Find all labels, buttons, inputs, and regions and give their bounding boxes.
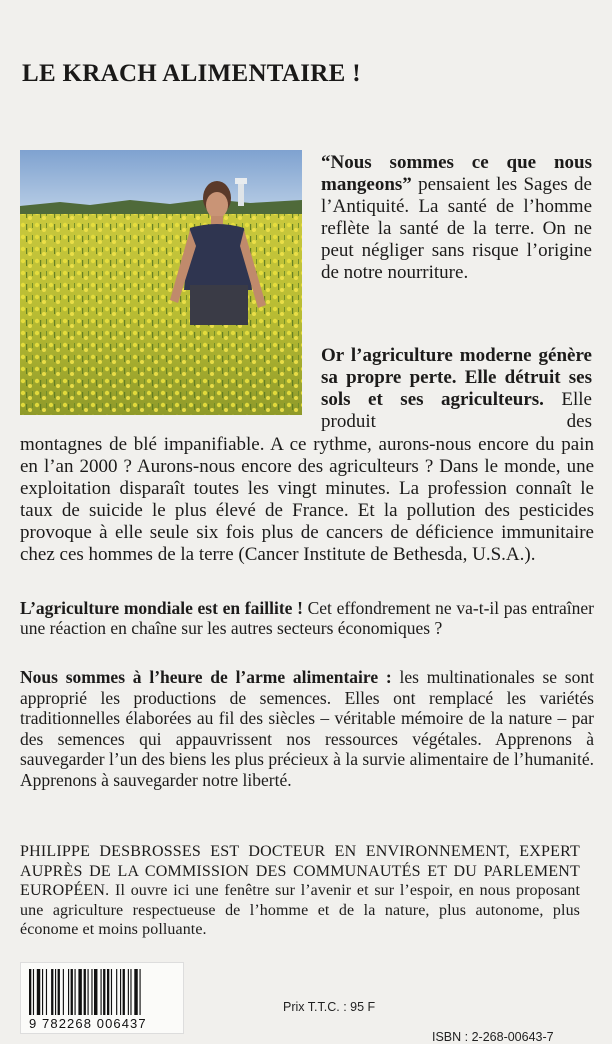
agriculture-paragraph-bottom: montagnes de blé impanifiable. A ce rythme, aurons-nous encore du pain en l’an 2000 ? Aurons-nous encore des agriculteurs ? Dans le monde, une exploitation disparaît toutes les vingt minutes. La profession connaît le taux de suicide le plus élevé de France. Et la pollution des pesticides provoque à elle seule six fois plus de cancers de déficience immunitaire chez ces hommes de la terre (Cancer Institute de Bethesda, U.S.A.). — [20, 434, 594, 565]
barcode-number: 9 782268 006437 — [29, 1016, 147, 1031]
agriculture-text-top: Elle produit des — [321, 389, 592, 432]
price-label: Prix T.T.C. : 95 F — [283, 1000, 376, 1014]
author-photo — [20, 150, 302, 415]
agriculture-paragraph-top — [321, 345, 592, 433]
food-weapon-text: les multinationales se sont approprié les productions de semences. Elles ont remplacé les variétés traditionnelles élaborées au fil des siècles – véritable mémoire de la nature – par des semences qui appauvrissent nos ressources végétales. Apprenons à sauvegarder l’un des biens les plus précieux à la survie alimentaire de l’humanité. Apprenons à sauvegarder notre liberté. — [20, 667, 594, 790]
intro-quote: “Nous sommes ce que nous mangeons” — [321, 152, 592, 195]
barcode — [20, 962, 184, 1034]
bankruptcy-paragraph — [20, 598, 594, 638]
food-weapon-bold-statement: Nous sommes à l’heure de l’arme alimentaire : — [20, 667, 392, 687]
intro-paragraph — [321, 152, 592, 284]
isbn-label: ISBN : 2-268-00643-7 — [432, 1030, 554, 1044]
barcode-bars — [29, 969, 179, 1015]
bankruptcy-text: Cet effondrement ne va-t-il pas entraîner une réaction en chaîne sur les autres secteurs économiques ? — [20, 598, 594, 638]
author-bio-text: Il ouvre ici une fenêtre sur l’avenir et sur l’espoir, en nous proposant une agriculture respectueuse de l’homme et de la nature, plus autonome, plus économe et moins polluante. — [20, 882, 580, 938]
author-in-field-image — [20, 150, 302, 415]
author-bio-caps: PHILIPPE DESBROSSES EST DOCTEUR EN ENVIRONNEMENT, EXPERT AUPRÈS DE LA COMMISSION DES COMMUNAUTÉS ET DU PARLEMENT EUROPÉEN. — [20, 843, 580, 899]
food-weapon-paragraph — [20, 667, 594, 790]
agriculture-bold-statement: Or l’agriculture moderne génère sa propre perte. Elle détruit ses sols et ses agriculteurs. — [321, 345, 592, 410]
author-bio — [20, 842, 580, 940]
book-title: LE KRACH ALIMENTAIRE ! — [22, 60, 361, 87]
intro-text: pensaient les Sages de l’Antiquité. La santé de l’homme reflète la santé de la terre. On ne peut négliger sans risque l’origine de notre nourriture. — [321, 174, 592, 283]
bankruptcy-bold-statement: L’agriculture mondiale est en faillite ! — [20, 598, 303, 618]
